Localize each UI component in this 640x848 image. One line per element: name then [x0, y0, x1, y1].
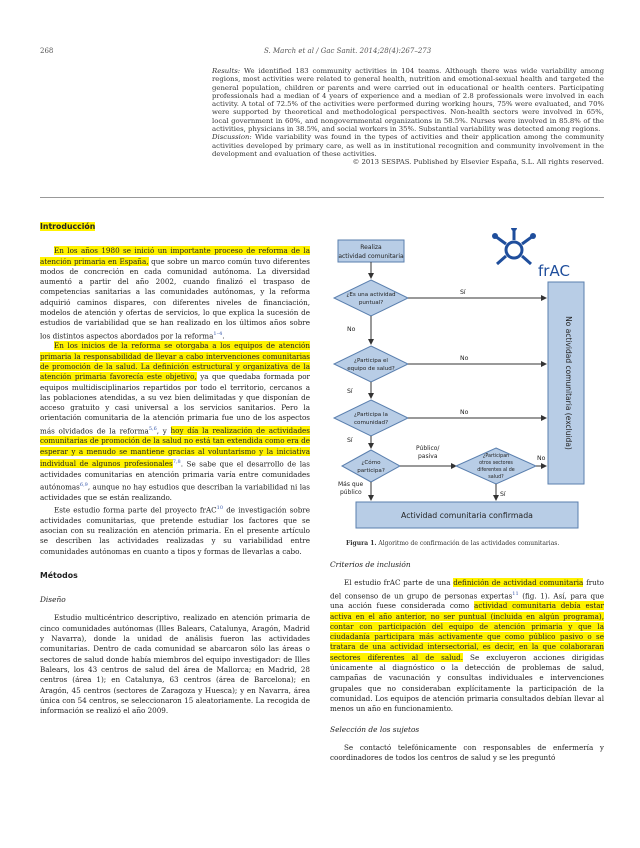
figure-link[interactable]: (fig. 1). — [518, 590, 550, 600]
intro-heading: Introducción — [40, 222, 96, 231]
confirmed-box-text: Actividad comunitaria confirmada — [401, 511, 533, 520]
journal-citation: S. March et al / Gac Sanit. 2014;28(4):267–273 — [264, 47, 432, 55]
page-number: 268 — [40, 47, 54, 55]
section-divider — [40, 197, 604, 198]
selection-paragraph: Se contactó telefónicamente con responsables de enfermería y coordinadores de todos los centros de salud y se les preguntó — [330, 742, 604, 763]
selection-heading: Selección de los sujetos — [330, 724, 420, 734]
methods-heading: Métodos — [40, 570, 78, 580]
flowchart-svg — [330, 228, 604, 538]
excluded-box-text: No actividad comunitaria (excluida) — [564, 316, 573, 450]
figure-caption — [346, 540, 604, 547]
caption-text: Algoritmo de confirmación de las actividades comunitarias. — [378, 540, 560, 547]
q3-no-label: No — [460, 409, 469, 416]
more-label-line-2: público — [340, 489, 362, 496]
frac-logo-icon — [492, 228, 570, 280]
svg-text:¿Cómo: ¿Cómo — [361, 460, 381, 466]
reference-link[interactable]: 1–4 — [213, 330, 223, 337]
svg-text:puntual?: puntual? — [358, 300, 384, 306]
criteria-heading: Criterios de inclusión — [330, 560, 411, 569]
svg-text:¿Participa el: ¿Participa el — [354, 358, 388, 364]
discussion-label: Discussion: — [212, 133, 252, 142]
intro-paragraph-3: Este estudio forma parte del proyecto frAC$^{10}$ de investigación sobre actividades comunitarias, que pretende estudiar los factores que se asocian con su realización en atención primaria. En el presente artículo se describen las actividades realizadas y su variabilidad entre comunidades autónomas en cuanto a tipos y formas de llevarlas a cabo. — [40, 504, 310, 556]
q1-no-label: No — [347, 326, 356, 333]
reference-link[interactable]: 5,6 — [148, 425, 157, 432]
reference-link[interactable]: 11 — [512, 590, 519, 597]
svg-text:diferentes al de: diferentes al de — [477, 468, 515, 473]
svg-text:comunidad?: comunidad? — [353, 420, 389, 426]
more-label-line-1: Más que — [338, 481, 364, 488]
svg-text:¿Es una actividad: ¿Es una actividad — [346, 292, 396, 298]
reference-link[interactable]: 6,9 — [79, 482, 88, 488]
intro-paragraph-1: En los años 1980 se inició un importante proceso de reforma de la atención primaria en España, que sobre un marco común tuvo diferentes modos de concreción en cada comunidad autónoma. La diversidad aumentó a partir del año 2002, cuando finalizó el traspaso de competencias sanitarias a las comunidades autónomas, y la reforma adquirió caminos dispares, con diferentes niveles de financiación, modelos de atención y ofertas de servicios, lo que explica la sucesión de estudios de variabilidad que se han realizado en los últimos años sobre los distintos aspectos abordados por la reforma$^{1-4}$. — [40, 246, 310, 341]
figure-1-flowchart — [330, 228, 604, 538]
abstract-results — [212, 67, 604, 133]
caption-label: Figura 1. — [346, 540, 377, 547]
reference-link[interactable]: 10 — [216, 504, 224, 511]
reference-link[interactable]: 7,8 — [172, 459, 181, 466]
svg-text:equipo de salud?: equipo de salud? — [347, 366, 395, 372]
discussion-text: Wide variability was found in the types of activities and their application among the community activities developed by primary care, as well as in institutional recognition and community involvement in the development and evaluation of these activities. — [212, 133, 604, 158]
public-label-line-1: Público/ — [416, 445, 440, 452]
q2-yes-label: Sí — [347, 388, 353, 395]
intro-paragraph-2: En los inicios de la reforma se otorgaba a los equipos de atención primaria la responsabilidad de llevar a cabo intervenciones comunitarias de promoción de la salud. La definición estructural y organizativa de la atención primaria favorecía este objetivo, ya que quedaba formada por equipos multidisciplinarios repartidos por todo el territorio, cercanos a las poblaciones atendidas, a su vez bien delimitadas y que disponían de acceso gratuito y casi universal a los servicios sanitarios. Pero la orientación comunitaria de la atención primaria fue uno de los aspectos más olvidados de la reforma$^{5,6}$, y hoy día la realización de actividades comunitarias de promoción de la salud no está tan extendida como era de esperar y a menudo se mantiene gracias al voluntarismo y la iniciativa individual de algunos profesionales$^{7,8}$. Se sabe que el desarrollo de las actividades comunitarias en atención primaria varía entre comunidades autónomas$^{6,9}$, aunque no hay estudios que describan la variabilidad ni las actividades que se están realizando. — [40, 341, 310, 502]
question-como — [342, 450, 400, 482]
svg-text:¿Participan: ¿Participan — [482, 454, 510, 459]
copyright-notice: © 2013 SESPAS. Published by Elsevier España, S.L. All rights reserved. — [352, 158, 604, 167]
right-column — [330, 560, 604, 763]
results-label: Results: — [212, 67, 241, 75]
svg-text:¿Participa la: ¿Participa la — [354, 412, 388, 418]
design-heading: Diseño — [40, 595, 66, 605]
design-paragraph: Estudio multicéntrico descriptivo, realizado en atención primaria de cinco comunidades autónomas (Illes Balears, Catalunya, Aragón, Madrid y Navarra), donde la unidad de análisis fueron las actividades comunitarias. Dentro de cada comunidad se abarcaron sólo las áreas o sectores de salud donde había miembros del equipo investigador: de Illes Balears, los 43 centros de salud del área de Mallorca; en Madrid, 28 centros (área 1); en Catalunya, 63 centros (área de Barcelona); en Aragón, 45 centros (sectores de Zaragoza y Huesca); y en Navarra, área única con 54 centros, se seleccionaron 15 aleatoriamente. La recogida de información se realizó el año 2009. — [40, 613, 310, 716]
question-equipo — [334, 346, 408, 382]
criteria-paragraph: El estudio frAC parte de una definición de actividad comunitaria fruto del consenso de un grupo de personas expertas$^{11}$ (fig. 1). Así, para que una acción fuese considerada como actividad comunitaria debía estar activa en el año anterior, no ser puntual (incluida en algún programa), contar con participación del equipo de atención primaria y que la ciudadanía participara más activamente que como público pasivo o se tratara de una actividad intersectorial, es decir, en la que colaboraran sectores diferentes al de salud. Se excluyeron acciones dirigidas únicamente al diagnóstico o la detección de problemas de salud, campañas de vacunación y consultas individuales e intervenciones grupales que no consideraban explícitamente la participación de la comunidad. Los equipos de atención primaria consultados debían llevar al menos un año en funcionamiento. — [330, 578, 605, 714]
start-box-line-1: Realiza — [360, 244, 382, 251]
question-comunidad — [334, 400, 408, 436]
q3-yes-label: Sí — [347, 437, 353, 444]
q2-no-label: No — [460, 355, 469, 362]
q5-no-label: No — [537, 455, 546, 462]
abstract-block — [212, 67, 604, 167]
abstract-discussion — [212, 133, 604, 158]
public-label-line-2: pasiva — [418, 453, 438, 460]
question-puntual — [334, 280, 408, 316]
start-box-line-2: actividad comunitaria — [338, 253, 404, 260]
results-text: We identified 183 community activities in 104 teams. Although there was wide variability among regions, most activities were related to general health, nutrition and emotional-sexual health and targeted the general population, children or parents and were carried out in educational or health centers. Participating professionals had a median of 4 years of experience and a median of 2.8 professionals were involved in each activity. A total of 72.5% of the activities were performed during working hours, 75% were evaluated, and 70% were supported by theoretical and methodological perspectives. Non-health sectors were involved in 65%, local government in 60%, and nongovernmental organizations in 58.5%. Nurses were involved in 85.8% of the activities, physicians in 38.5%, and social workers in 35%. Substantial variability was detected among regions. — [212, 67, 604, 134]
q1-yes-label: Sí — [460, 289, 466, 296]
q5-yes-label: Sí — [500, 491, 506, 498]
svg-text:salud?: salud? — [488, 475, 504, 480]
logo-text: frAC — [538, 262, 570, 280]
svg-text:participa?: participa? — [357, 468, 385, 474]
left-column — [40, 222, 310, 716]
svg-text:otros sectores: otros sectores — [479, 461, 513, 466]
